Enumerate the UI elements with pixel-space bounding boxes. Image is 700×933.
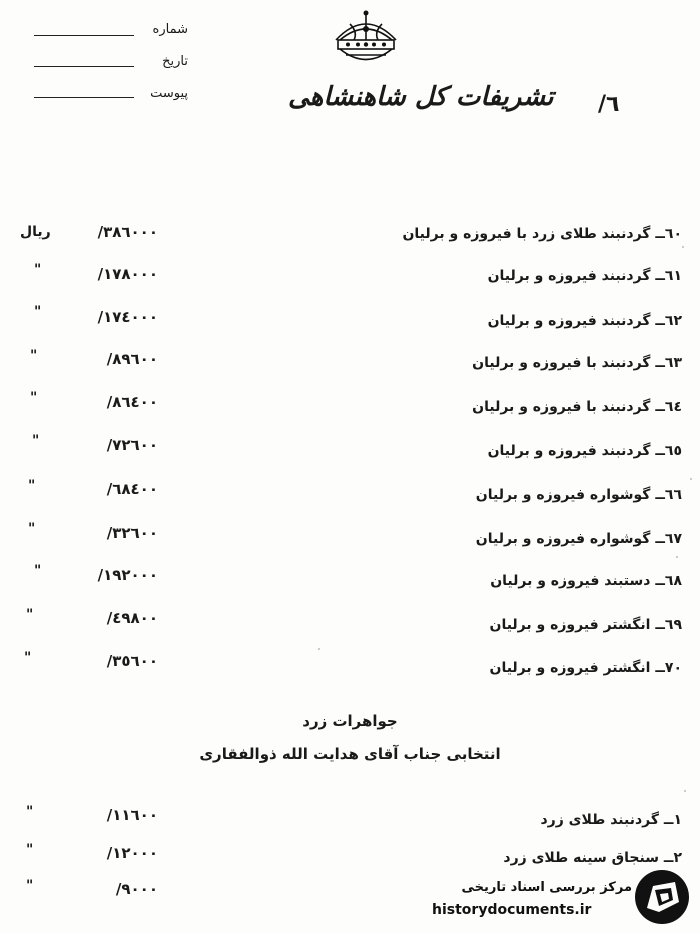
item-amount: ٨٩٦۰۰/ (106, 350, 158, 368)
watermark-name: مرکز بررسی اسناد تاریخی (461, 880, 632, 895)
item-amount: ٨٦٤۰۰/ (106, 393, 158, 411)
ditto-mark: " (34, 262, 42, 278)
list-item: ٦٨ــ دستبند فیروزه و برلیان (490, 573, 682, 589)
ditto-mark: " (26, 878, 34, 894)
list-item: ٦٤ــ گردنبند با فیروزه و برلیان (472, 399, 682, 415)
item-amount: ١٧٨۰۰۰/ (97, 265, 158, 283)
ditto-mark: " (28, 521, 36, 537)
list-item: ٧۰ــ انگشتر فیروزه و برلیان (489, 660, 682, 676)
list-item: ٦٦ــ گوشواره فیروزه و برلیان (475, 487, 682, 503)
ditto-mark: " (32, 433, 40, 449)
item-amount: ٣٨٦۰۰۰/ (97, 223, 158, 241)
list-item: ١ــ گردنبند طلای زرد (540, 812, 682, 828)
archive-logo-icon (633, 868, 691, 926)
ditto-mark: " (26, 607, 34, 623)
section-heading: جواهرات زرد (302, 712, 398, 730)
list-item: ٦١ــ گردنبند فیروزه و برلیان (487, 268, 682, 284)
field-line-attachment (34, 97, 134, 98)
watermark-url: historydocuments.ir (432, 902, 592, 918)
item-amount: ١٩٢۰۰۰/ (97, 566, 158, 584)
ditto-mark: " (34, 304, 42, 320)
item-amount: ٣٢٦۰۰/ (106, 524, 158, 542)
section-subheading: انتخابی جناب آقای هدایت الله ذوالفقاری (199, 745, 501, 763)
field-label-attachment: پیوست (150, 86, 188, 101)
ditto-mark: " (26, 842, 34, 858)
field-label-number: شماره (152, 22, 188, 37)
list-item: ٦٣ــ گردنبند با فیروزه و برلیان (472, 355, 682, 371)
list-item: ٢ــ سنجاق سینه طلای زرد (503, 850, 682, 866)
item-amount: ٧٢٦۰۰/ (106, 436, 158, 454)
item-amount: ١٧٤۰۰۰/ (97, 308, 158, 326)
item-amount: ٤٩٨۰۰/ (106, 609, 158, 627)
list-item: ٦٢ــ گردنبند فیروزه و برلیان (487, 313, 682, 329)
item-amount: ١١٦۰۰/ (106, 806, 158, 824)
list-item: ٦۰ــ گردنبند طلای زرد با فیروزه و برلیان (402, 226, 682, 242)
item-amount: ١٢۰۰۰/ (106, 844, 158, 862)
ditto-mark: " (30, 348, 38, 364)
ditto-mark: " (28, 478, 36, 494)
ditto-mark: " (24, 650, 32, 666)
item-amount: ٩۰۰۰/ (115, 880, 158, 898)
list-item: ٦٩ــ انگشتر فیروزه و برلیان (489, 617, 682, 633)
field-line-date (34, 66, 134, 67)
currency-label: ریال (20, 224, 51, 240)
ditto-mark: " (26, 804, 34, 820)
ditto-mark: " (34, 563, 42, 579)
ditto-mark: " (30, 390, 38, 406)
crown-emblem-icon (328, 10, 404, 74)
field-line-number (34, 35, 134, 36)
item-amount: ٣٥٦۰۰/ (106, 652, 158, 670)
page-number: ٦/ (598, 92, 620, 117)
list-item: ٦٥ــ گردنبند فیروزه و برلیان (487, 443, 682, 459)
field-label-date: تاریخ (162, 54, 188, 69)
list-item: ٦٧ــ گوشواره فیروزه و برلیان (475, 531, 682, 547)
letterhead-title: تشریفات کل شاهنشاهی (288, 82, 554, 112)
item-amount: ٦٨٤۰۰/ (106, 480, 158, 498)
